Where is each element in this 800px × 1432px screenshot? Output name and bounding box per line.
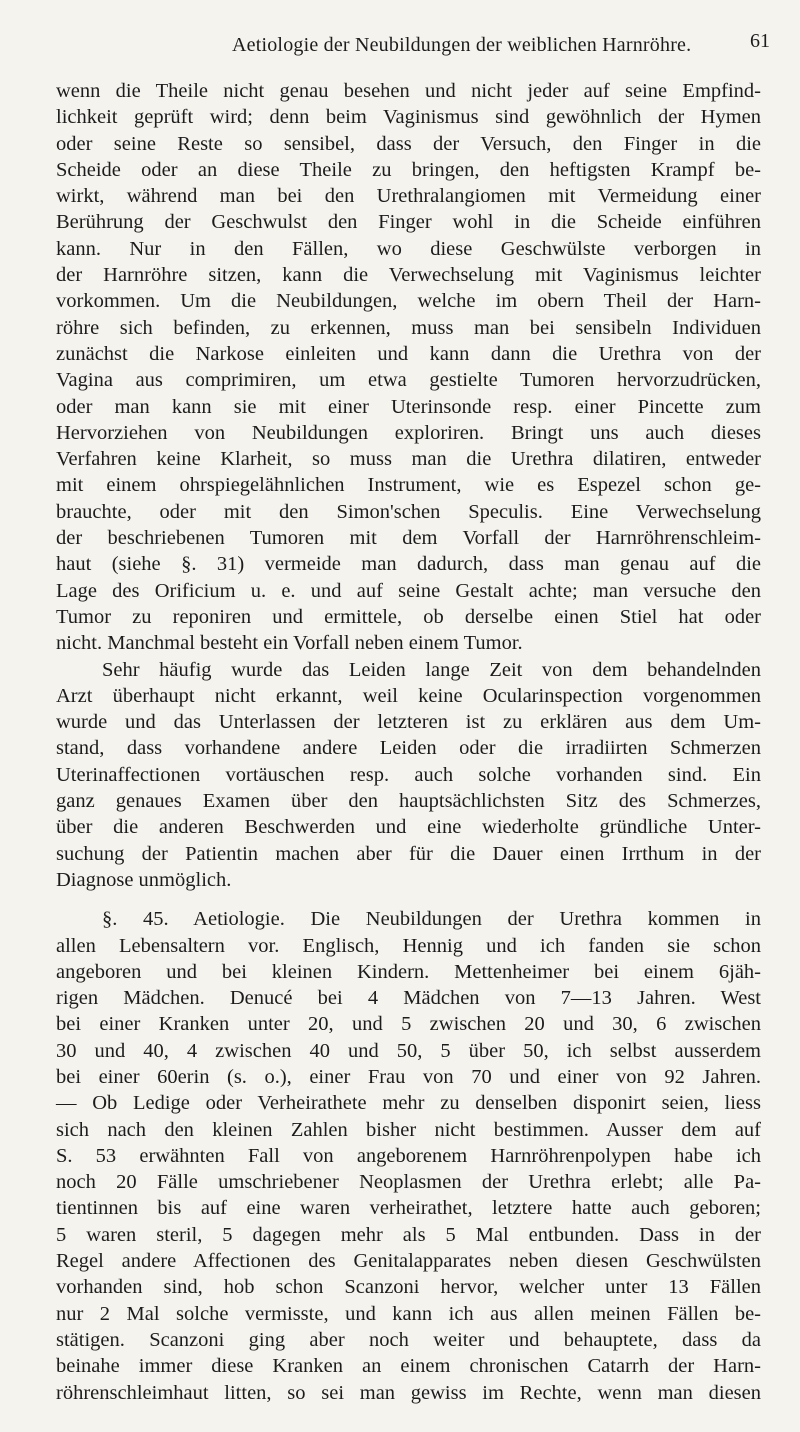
text-line: — Ob Ledige oder Verheirathete mehr zu denselben disponirt seien, liess (56, 1092, 761, 1115)
paragraph-end-line: nicht. Manchmal besteht ein Vorfall neben einem Tumor. (56, 632, 523, 655)
text-line: wirkt, während man bei den Urethralangiomen mit Vermeidung einer (56, 185, 761, 208)
text-line: stand, dass vorhandene andere Leiden oder die irradiirten Schmerzen (56, 737, 761, 760)
text-line: 30 und 40, 4 zwischen 40 und 50, 5 über 50, ich selbst ausserdem (56, 1039, 761, 1062)
text-line: Arzt überhaupt nicht erkannt, weil keine Ocularinspection vorgenommen (56, 684, 761, 707)
text-line: rigen Mädchen. Denucé bei 4 Mädchen von 7—13 Jahren. West (56, 987, 761, 1010)
text-line: suchung der Patientin machen aber für die Dauer einen Irrthum in der (56, 842, 761, 865)
text-line: haut (siehe §. 31) vermeide man dadurch, dass man genau auf die (56, 553, 761, 576)
text-line: mit einem ohrspiegelähnlichen Instrument, wie es Espezel schon ge- (56, 474, 761, 497)
running-title: Aetiologie der Neubildungen der weiblichen Harnröhre. (232, 34, 692, 56)
text-line: nur 2 Mal solche vermisste, und kann ich aus allen meinen Fällen be- (56, 1302, 761, 1325)
text-line: vorhanden sind, hob schon Scanzoni hervor, welcher unter 13 Fällen (56, 1276, 761, 1299)
body-text (56, 78, 761, 1432)
text-line: Verfahren keine Klarheit, so muss man die Urethra dilatiren, entweder (56, 448, 761, 471)
text-line: S. 53 erwähnten Fall von angeborenem Harnröhrenpolypen habe ich (56, 1144, 761, 1167)
text-line: stätigen. Scanzoni ging aber noch weiter und behauptete, dass da (56, 1328, 761, 1351)
text-line: röhre sich befinden, zu erkennen, muss man bei sensibeln Individuen (56, 316, 761, 339)
text-line: der Harnröhre sitzen, kann die Verwechselung mit Vaginismus leichter (56, 264, 761, 287)
text-line: noch 20 Fälle umschriebener Neoplasmen der Urethra erlebt; alle Pa- (56, 1171, 761, 1194)
text-line: brauchte, oder mit den Simon'schen Speculis. Eine Verwechselung (56, 500, 761, 523)
text-line: Scheide oder an diese Theile zu bringen, den heftigsten Krampf be- (56, 158, 761, 181)
text-line: der beschriebenen Tumoren mit dem Vorfall der Harnröhrenschleim- (56, 527, 761, 550)
text-line (56, 1406, 761, 1432)
paragraph-end-line: Diagnose unmöglich. (56, 868, 232, 891)
text-line: Hervorziehen von Neubildungen exploriren. Bringt uns auch dieses (56, 421, 761, 444)
text-line: über die anderen Beschwerden und eine wiederholte gründliche Unter- (56, 816, 761, 839)
text-line: Vagina aus comprimiren, um etwa gestielte Tumoren hervorzudrücken, (56, 369, 761, 392)
text-line: wurde und das Unterlassen der letzteren ist zu erklären aus dem Um- (56, 711, 761, 734)
text-line: 5 waren steril, 5 dagegen mehr als 5 Mal entbunden. Dass in der (56, 1223, 761, 1246)
text-line: oder man kann sie mit einer Uterinsonde resp. einer Pincette zum (56, 395, 761, 418)
text-line: Lage des Orificium u. e. und auf seine Gestalt achte; man versuche den (56, 579, 761, 602)
paragraph-start-line: Sehr häufig wurde das Leiden lange Zeit von dem behandelnden (102, 658, 761, 681)
text-line: oder seine Reste so sensibel, dass der Versuch, den Finger in die (56, 132, 761, 155)
text-line: tientinnen bis auf eine waren verheirathet, letztere hatte auch geboren; (56, 1197, 761, 1220)
section-heading-line: §. 45. Aetiologie. Die Neubildungen der Urethra kommen in (102, 908, 761, 931)
text-line: Uterinaffectionen vortäuschen resp. auch solche vorhanden sind. Ein (56, 763, 761, 786)
text-line: Regel andere Affectionen des Genitalapparates neben diesen Geschwülsten (56, 1250, 761, 1273)
text-line: wenn die Theile nicht genau besehen und nicht jeder auf seine Empfind- (56, 80, 761, 102)
page-number: 61 (750, 30, 770, 52)
text-line: beinahe immer diese Kranken an einem chronischen Catarrh der Harn- (56, 1355, 761, 1378)
text-line: allen Lebensaltern vor. Englisch, Hennig und ich fanden sie schon (56, 934, 761, 957)
text-line: Berührung der Geschwulst den Finger wohl in die Scheide einführen (56, 211, 761, 234)
text-line: vorkommen. Um die Neubildungen, welche im obern Theil der Harn- (56, 290, 761, 313)
text-line: lichkeit geprüft wird; denn beim Vaginismus sind gewöhnlich der Hymen (56, 106, 761, 129)
text-line: bei einer Kranken unter 20, und 5 zwischen 20 und 30, 6 zwischen (56, 1013, 761, 1036)
text-line: angeboren und bei kleinen Kindern. Mettenheimer bei einem 6jäh- (56, 960, 761, 983)
text-line: zunächst die Narkose einleiten und kann dann die Urethra von der (56, 342, 761, 365)
text-line: röhrenschleimhaut litten, so sei man gewiss im Rechte, wenn man diesen (56, 1381, 761, 1404)
text-line: ganz genaues Examen über den hauptsächlichsten Sitz des Schmerzes, (56, 790, 761, 813)
text-line: bei einer 60erin (s. o.), einer Frau von 70 und einer von 92 Jahren. (56, 1065, 761, 1088)
text-line: Tumor zu reponiren und ermittele, ob derselbe einen Stiel hat oder (56, 605, 761, 628)
text-line: sich nach den kleinen Zahlen bisher nicht bestimmen. Ausser dem auf (56, 1118, 761, 1141)
text-line: kann. Nur in den Fällen, wo diese Geschwülste verborgen in (56, 237, 761, 260)
